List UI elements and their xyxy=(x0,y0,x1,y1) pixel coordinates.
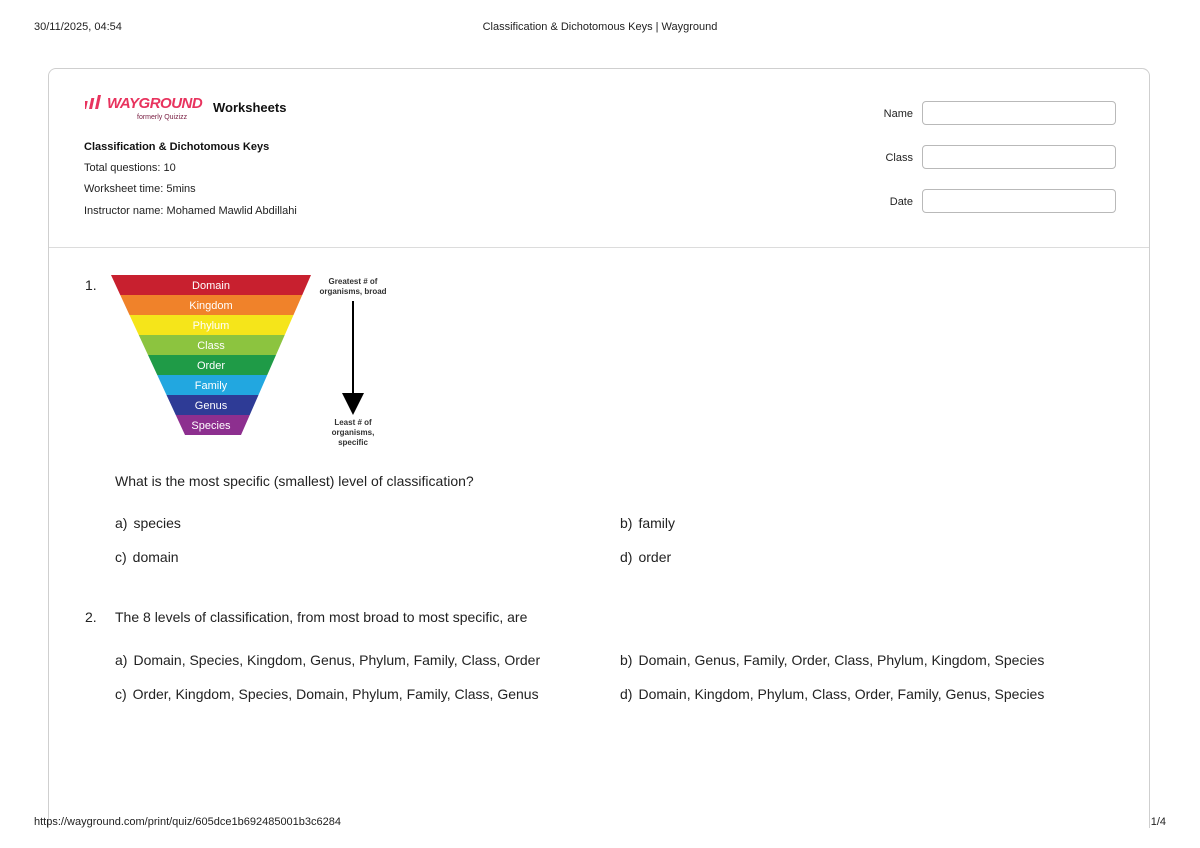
print-footer xyxy=(0,816,1200,832)
pyramid-label: Species xyxy=(191,420,231,432)
option-letter: b) xyxy=(620,515,633,531)
question-1-option-d[interactable] xyxy=(620,549,671,565)
option-text: order xyxy=(638,549,672,565)
worksheet-time: Worksheet time: 5mins xyxy=(84,183,196,195)
date-label: Date xyxy=(889,196,913,208)
page-number: 1/4 xyxy=(1150,816,1166,828)
option-letter: a) xyxy=(115,652,128,668)
class-field[interactable] xyxy=(922,145,1116,169)
question-1-option-b[interactable] xyxy=(620,515,675,531)
instructor-name: Instructor name: Mohamed Mawlid Abdillahi xyxy=(84,205,297,217)
bottom-note-line3: specific xyxy=(338,438,368,447)
pyramid-label: Domain xyxy=(192,280,230,292)
name-label: Name xyxy=(883,108,913,120)
section-label: Worksheets xyxy=(213,100,287,115)
wayground-logo xyxy=(85,95,203,123)
option-letter: c) xyxy=(115,549,127,565)
pyramid-label: Phylum xyxy=(192,320,230,332)
worksheet-title: Classification & Dichotomous Keys xyxy=(84,141,270,153)
print-page-title: Classification & Dichotomous Keys | Wayground xyxy=(482,21,718,33)
brand-tagline: formerly Quizizz xyxy=(137,114,188,121)
question-2-text: The 8 levels of classification, from most broad to most specific, are xyxy=(115,609,528,625)
worksheet-header xyxy=(49,69,1149,248)
total-questions: Total questions: 10 xyxy=(84,162,176,174)
pyramid-label: Family xyxy=(194,380,228,392)
print-url: https://wayground.com/print/quiz/605dce1b692485001b3c6284 xyxy=(34,816,342,828)
class-label: Class xyxy=(885,152,913,164)
question-2-option-d[interactable] xyxy=(620,686,1044,702)
pyramid-label: Order xyxy=(196,360,226,372)
brand-name: WAYGROUND xyxy=(107,95,203,112)
option-letter: a) xyxy=(115,515,128,531)
option-letter: c) xyxy=(115,686,127,702)
option-text: Domain, Kingdom, Phylum, Class, Order, Family, Genus, Species xyxy=(638,686,1045,702)
worksheet-card xyxy=(48,68,1150,828)
bottom-note-line2: organisms, xyxy=(331,428,375,437)
option-text: Order, Kingdom, Species, Domain, Phylum, Family, Class, Genus xyxy=(132,686,539,702)
option-letter: d) xyxy=(620,686,633,702)
print-header xyxy=(0,21,1200,37)
option-text: Domain, Genus, Family, Order, Class, Phylum, Kingdom, Species xyxy=(638,652,1045,668)
wayground-logo-icon xyxy=(85,95,105,111)
option-text: species xyxy=(133,515,181,531)
option-text: family xyxy=(638,515,676,531)
pyramid-label: Class xyxy=(197,340,225,352)
option-letter: d) xyxy=(620,549,633,565)
option-letter: b) xyxy=(620,652,633,668)
question-2-option-a[interactable] xyxy=(115,652,540,668)
question-1-number: 1. xyxy=(85,277,97,293)
pyramid-label: Kingdom xyxy=(189,300,233,312)
question-2-number: 2. xyxy=(85,609,97,625)
option-text: domain xyxy=(132,549,179,565)
question-1-option-c[interactable] xyxy=(115,549,179,565)
question-2-option-b[interactable] xyxy=(620,652,1044,668)
name-field[interactable] xyxy=(922,101,1116,125)
question-1-text: What is the most specific (smallest) level of classification? xyxy=(115,473,474,489)
option-text: Domain, Species, Kingdom, Genus, Phylum, Family, Class, Order xyxy=(133,652,541,668)
date-field[interactable] xyxy=(922,189,1116,213)
down-arrow-head xyxy=(342,393,364,415)
classification-pyramid-diagram xyxy=(111,275,401,453)
print-datetime: 30/11/2025, 04:54 xyxy=(34,21,122,33)
bottom-note-line1: Least # of xyxy=(334,418,372,427)
top-note-line2: organisms, broad xyxy=(319,287,387,296)
top-note-line1: Greatest # of xyxy=(328,277,378,286)
question-2-option-c[interactable] xyxy=(115,686,539,702)
pyramid-label: Genus xyxy=(194,400,228,412)
question-1-option-a[interactable] xyxy=(115,515,181,531)
